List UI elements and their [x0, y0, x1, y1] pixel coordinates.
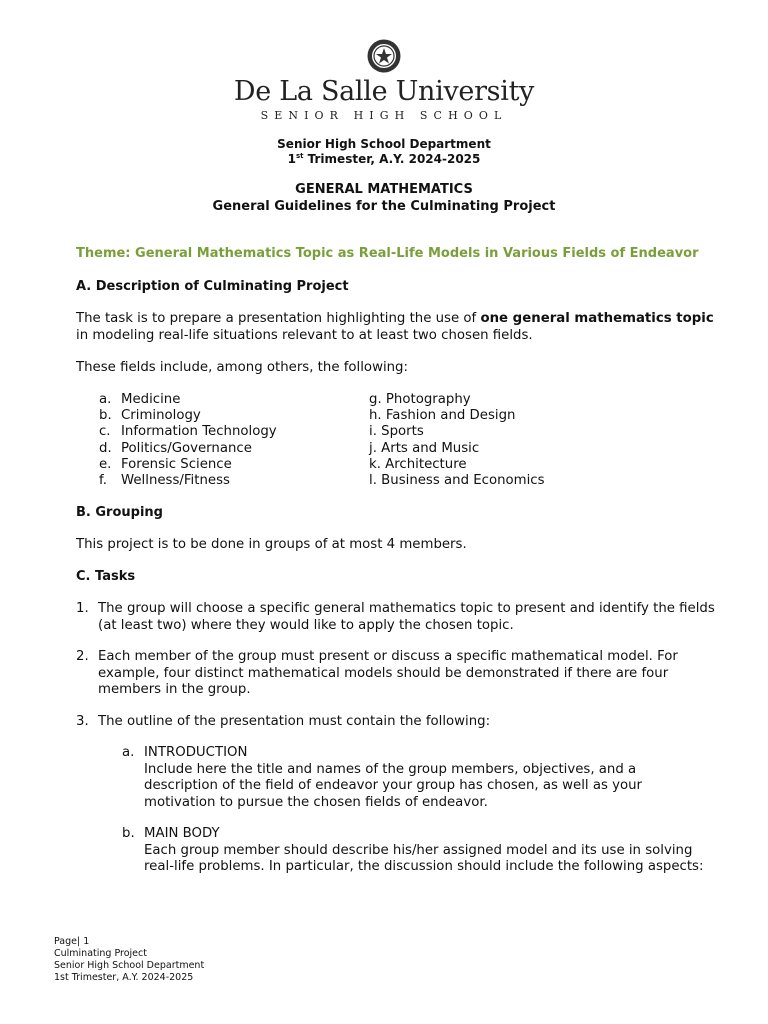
footer-line: Culminating Project [54, 948, 147, 959]
fields-list-right [369, 392, 545, 489]
section-b-heading: B. Grouping [76, 505, 163, 520]
list-item: f. Wellness/Fitness [99, 473, 230, 489]
page-number: Page| 1 [54, 936, 90, 947]
list-item: c. Information Technology [99, 424, 277, 440]
guidelines-title: General Guidelines for the Culminating Project [212, 199, 556, 214]
section-c-heading: C. Tasks [76, 569, 136, 584]
university-name: De La Salle University [233, 76, 535, 107]
school-name: SENIOR HIGH SCHOOL [260, 109, 508, 122]
list-item: e. Forensic Science [99, 456, 232, 472]
trimester: 1st Trimester, A.Y. 2024-2025 [287, 152, 481, 166]
theme: Theme: General Mathematics Topic as Real-Life Models in Various Fields of Endeavor [76, 246, 699, 261]
list-item: h. Fashion and Design [369, 408, 516, 424]
section-a-heading: A. Description of Culminating Project [76, 279, 349, 294]
list-item: j. Arts and Music [369, 440, 480, 456]
subject-title: GENERAL MATHEMATICS [295, 182, 473, 197]
list-item: g. Photography [369, 392, 471, 407]
section-a-paragraph: The task is to prepare a presentation highlighting the use of one general mathematics topic in modeling real-life situations relevant to at least two chosen fields. [76, 311, 714, 343]
outline-item-text: Each group member should describe his/her assigned model and its use in solving real-life problems. In particular, the discussion should include the following aspects: [144, 842, 704, 874]
footer-line: 1st Trimester, A.Y. 2024-2025 [54, 972, 194, 983]
list-item: k. Architecture [369, 456, 467, 472]
section-b-text: This project is to be done in groups of at most 4 members. [76, 537, 467, 552]
fields-list-left [99, 392, 277, 489]
outline-item-text: Include here the title and names of the group members, objectives, and a description of the field of endeavor your group has chosen, as well as your motivation to pursue the chosen fields of endeavor. [144, 761, 643, 810]
list-item: b. Criminology [99, 408, 201, 424]
outline-item-title: INTRODUCTION [144, 745, 248, 760]
university-seal-icon [366, 38, 402, 74]
list-item: i. Sports [369, 424, 424, 440]
department: Senior High School Department [277, 137, 491, 151]
outline-item-title: MAIN BODY [144, 826, 220, 841]
footer-line: Senior High School Department [54, 960, 205, 971]
fields-intro: These fields include, among others, the following: [76, 360, 408, 375]
list-item: l. Business and Economics [369, 473, 545, 489]
list-item: a. Medicine [99, 392, 181, 407]
list-item: d. Politics/Governance [99, 440, 252, 456]
university-logo [0, 38, 768, 74]
page-footer [54, 936, 204, 984]
